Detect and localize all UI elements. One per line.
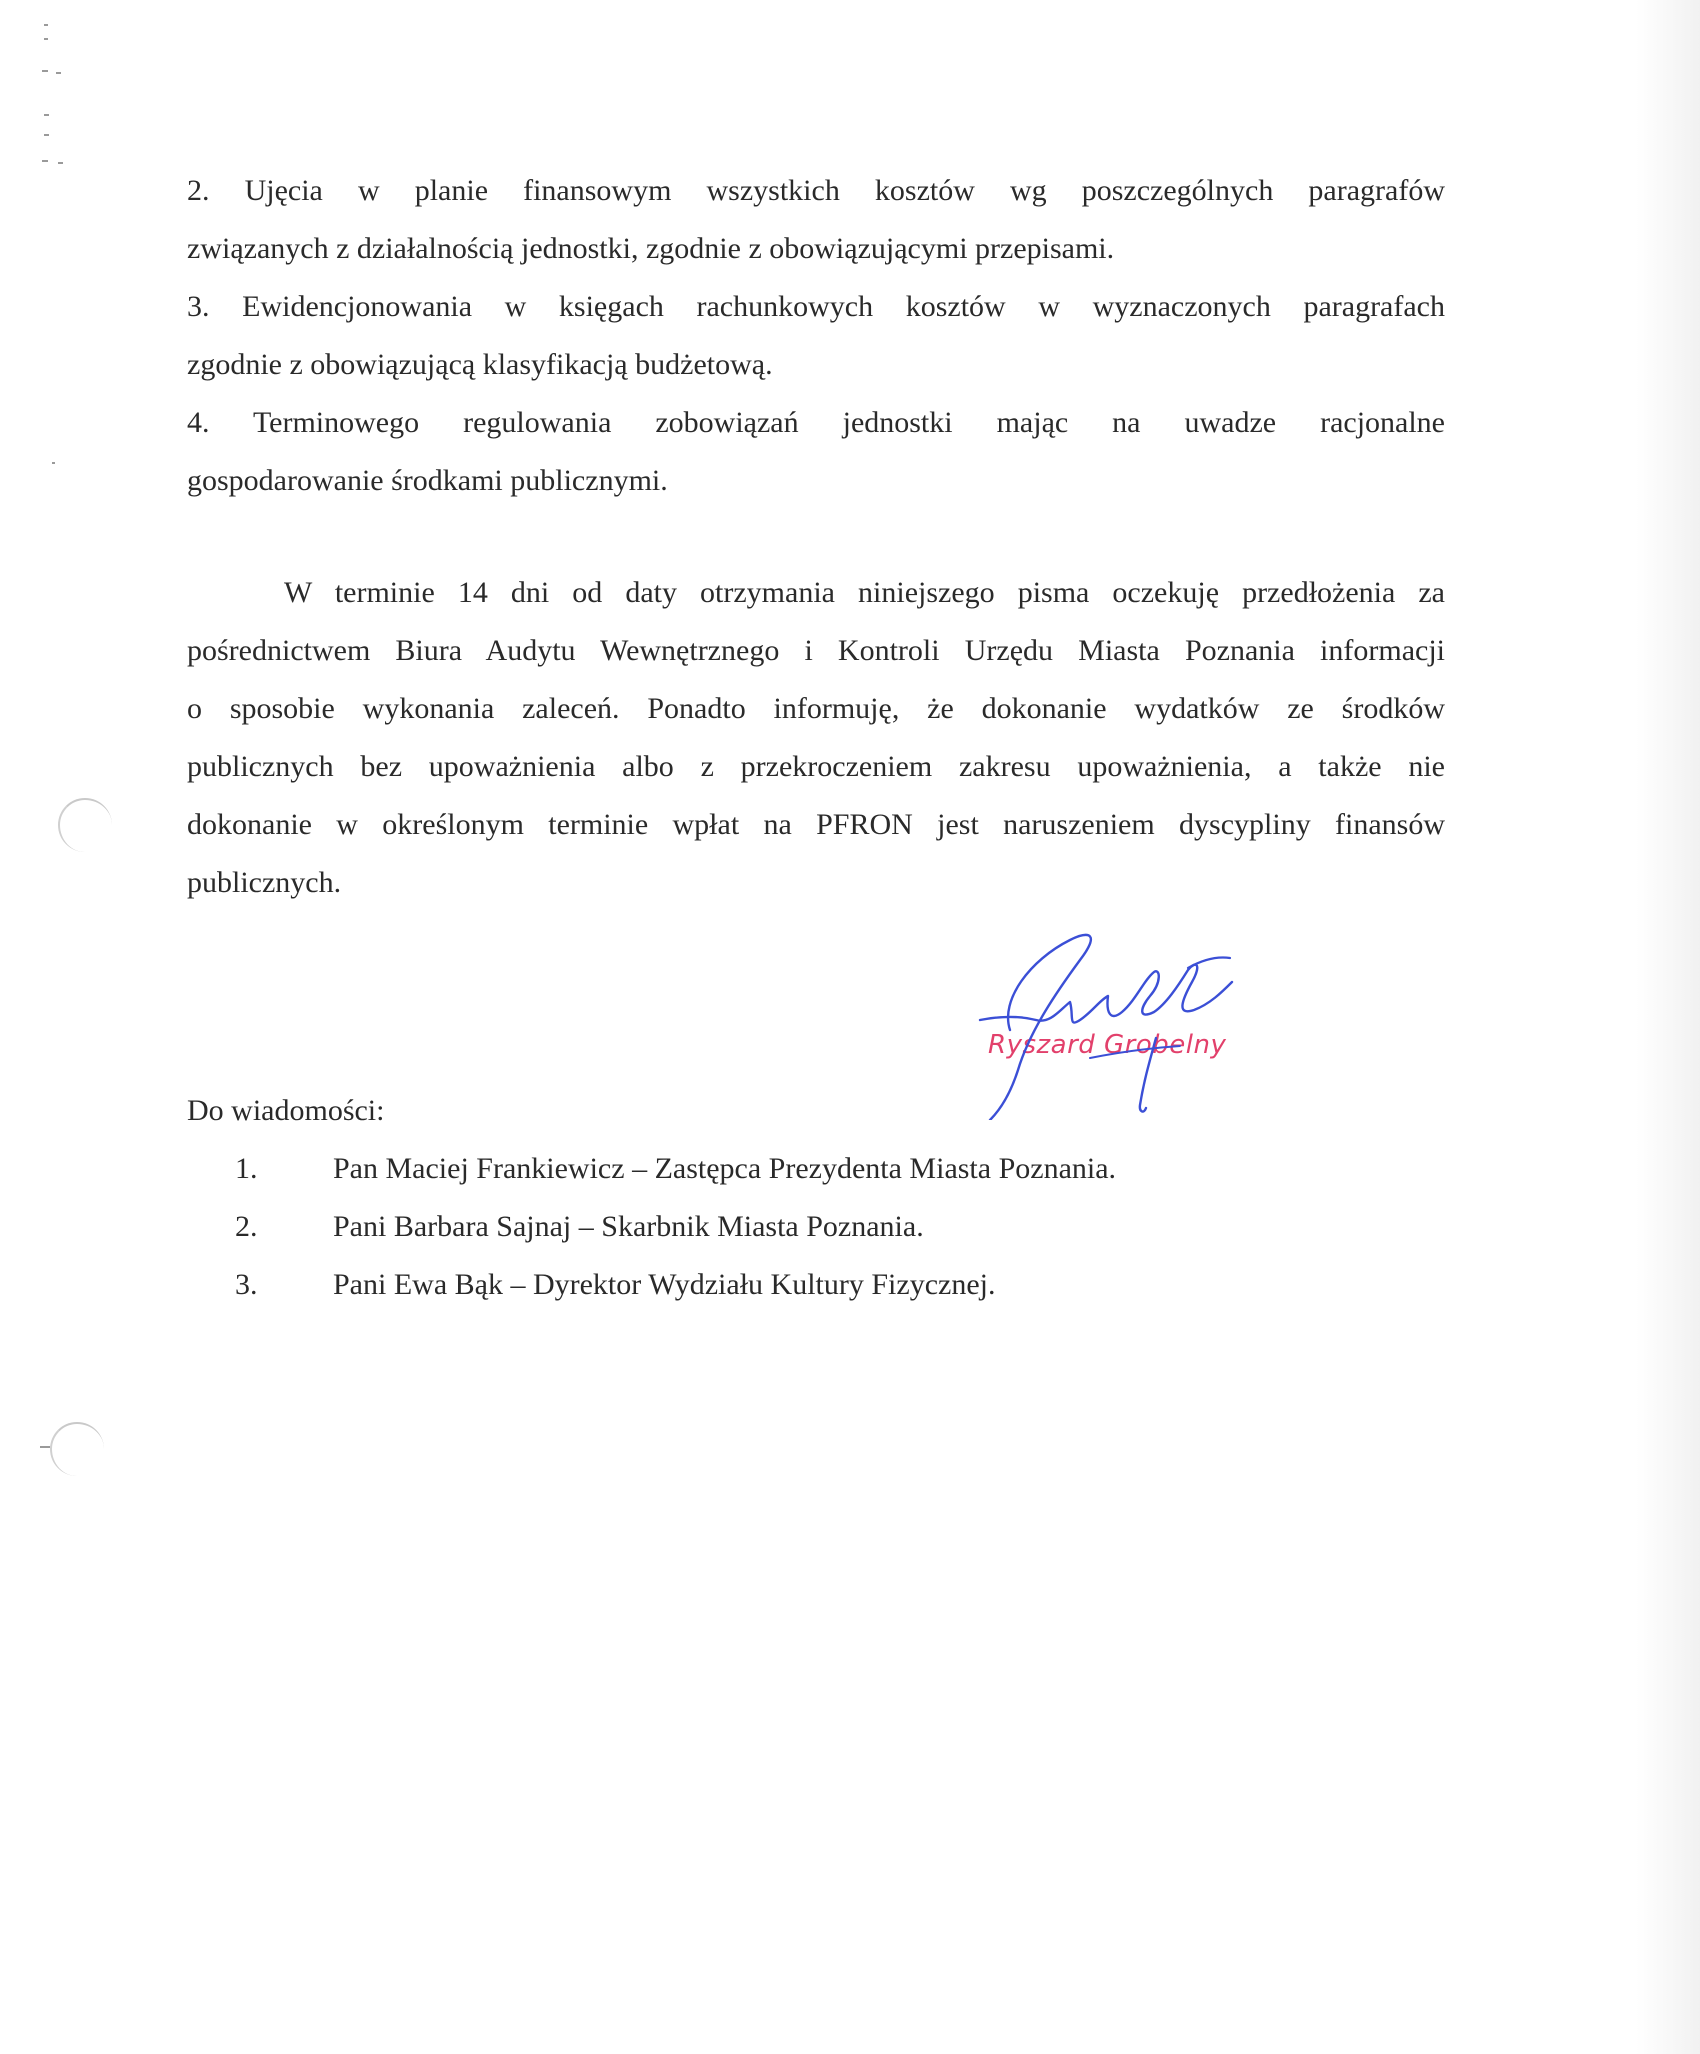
paragraph-line-5: dokonanie w określonym terminie wpłat na PFRON jest naruszeniem dyscypliny finansów	[187, 808, 1445, 841]
handwritten-signature	[940, 920, 1300, 1120]
cc-list	[187, 1140, 1116, 1314]
punch-hole-mark-top	[58, 798, 112, 852]
point-4-line-2: gospodarowanie środkami publicznymi.	[187, 464, 668, 497]
signature-block	[940, 920, 1300, 1120]
cc-item-number: 3.	[235, 1268, 258, 1301]
paragraph-line-1: W terminie 14 dni od daty otrzymania niniejszego pisma oczekuję przedłożenia za	[284, 576, 1445, 609]
point-4-line-1: 4. Terminowego regulowania zobowiązań jednostki mając na uwadze racjonalne	[187, 406, 1445, 439]
cc-item-2	[187, 1198, 1116, 1256]
cc-item-3	[187, 1256, 1116, 1314]
paragraph-line-3: o sposobie wykonania zaleceń. Ponadto informuję, że dokonanie wydatków ze środków	[187, 692, 1445, 725]
cc-item-number: 1.	[235, 1152, 258, 1185]
cc-item-text: Pan Maciej Frankiewicz – Zastępca Prezydenta Miasta Poznania.	[333, 1152, 1117, 1185]
cc-item-number: 2.	[235, 1210, 258, 1243]
point-2-line-1: 2. Ujęcia w planie finansowym wszystkich kosztów wg poszczególnych paragrafów	[187, 174, 1445, 207]
cc-item-text: Pani Ewa Bąk – Dyrektor Wydziału Kultury Fizycznej.	[333, 1268, 996, 1301]
paragraph-line-4: publicznych bez upoważnienia albo z przekroczeniem zakresu upoważnienia, a także nie	[187, 750, 1445, 783]
paragraph-line-6: publicznych.	[187, 866, 342, 899]
point-3-line-2: zgodnie z obowiązującą klasyfikacją budżetową.	[187, 348, 773, 381]
point-2-line-2: związanych z działalnością jednostki, zgodnie z obowiązującymi przepisami.	[187, 232, 1115, 265]
scan-edge-shadow	[1636, 0, 1700, 2054]
cc-item-1	[187, 1140, 1116, 1198]
cc-heading: Do wiadomości:	[187, 1094, 385, 1127]
cc-item-text: Pani Barbara Sajnaj – Skarbnik Miasta Poznania.	[333, 1210, 924, 1243]
punch-hole-mark-bottom	[50, 1422, 104, 1476]
paragraph-line-2: pośrednictwem Biura Audytu Wewnętrznego i Kontroli Urzędu Miasta Poznania informacji	[187, 634, 1445, 667]
signature-stamp-name: Ryszard Grobelny	[988, 1030, 1227, 1060]
point-3-line-1: 3. Ewidencjonowania w księgach rachunkowych kosztów w wyznaczonych paragrafach	[187, 290, 1445, 323]
